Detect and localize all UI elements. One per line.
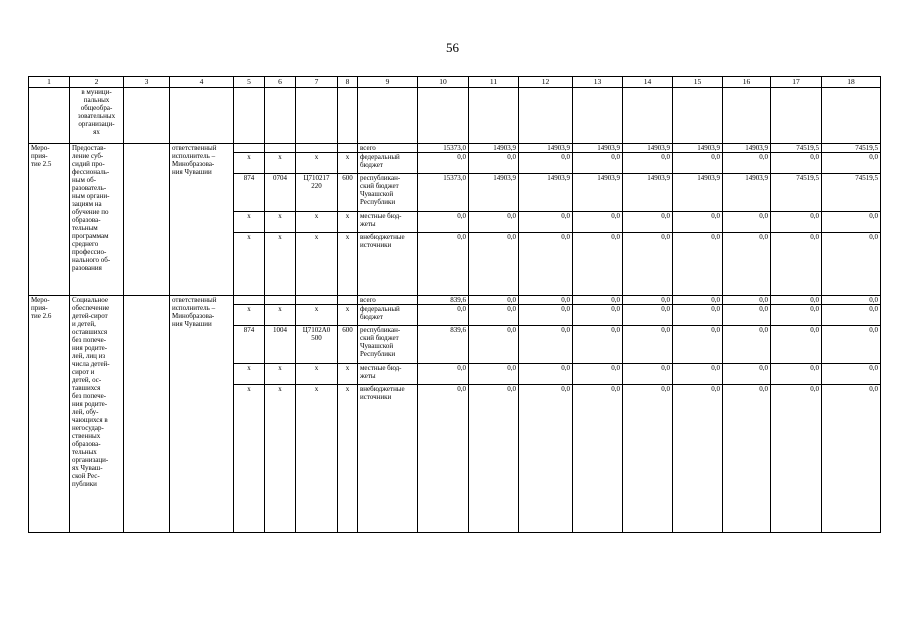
amount-cell: 0,0 — [573, 326, 623, 364]
amount-cell: 0,0 — [771, 212, 822, 233]
expense-type-code: 600 — [338, 174, 358, 212]
cell-empty — [124, 144, 170, 296]
expense-type-code: x — [338, 153, 358, 174]
amount-cell: 14903,9 — [519, 144, 573, 153]
cell-empty — [124, 296, 170, 533]
section-code: x — [265, 305, 296, 326]
amount-cell: 14903,9 — [673, 144, 723, 153]
section-code: x — [265, 233, 296, 296]
table-row — [29, 144, 881, 153]
amount-cell: 0,0 — [623, 212, 673, 233]
amount-cell: 0,0 — [418, 153, 469, 174]
amount-cell: 0,0 — [469, 212, 519, 233]
amount-cell: 0,0 — [771, 364, 822, 385]
admin-code: x — [234, 305, 265, 326]
target-article-code: Ц7102А0 500 — [296, 326, 338, 364]
amount-cell: 0,0 — [771, 153, 822, 174]
cell-empty — [573, 88, 623, 144]
section-code: x — [265, 385, 296, 533]
amount-cell: 0,0 — [418, 364, 469, 385]
table-row — [29, 296, 881, 305]
amount-cell: 15373,0 — [418, 144, 469, 153]
amount-cell: 0,0 — [723, 326, 771, 364]
amount-cell: 0,0 — [623, 326, 673, 364]
continuation-text: в муници- пальных общеобра- зовательных организаци- ях — [70, 88, 124, 144]
amount-cell: 0,0 — [723, 233, 771, 296]
amount-cell: 0,0 — [623, 305, 673, 326]
amount-cell: 0,0 — [573, 153, 623, 174]
column-header: 7 — [296, 77, 338, 88]
amount-cell: 0,0 — [469, 364, 519, 385]
column-header: 8 — [338, 77, 358, 88]
cell-empty — [234, 88, 265, 144]
cell-empty — [358, 88, 418, 144]
amount-cell: 0,0 — [519, 385, 573, 533]
amount-cell: 14903,9 — [469, 174, 519, 212]
target-article-code: x — [296, 305, 338, 326]
page-number: 56 — [446, 40, 459, 55]
funding-source: всего — [358, 296, 418, 305]
amount-cell: 0,0 — [573, 305, 623, 326]
amount-cell: 0,0 — [469, 385, 519, 533]
amount-cell: 839,6 — [418, 296, 469, 305]
cell-empty — [418, 88, 469, 144]
amount-cell: 0,0 — [723, 212, 771, 233]
amount-cell: 0,0 — [519, 326, 573, 364]
amount-cell: 0,0 — [673, 305, 723, 326]
cell-empty — [170, 88, 234, 144]
amount-cell: 0,0 — [723, 385, 771, 533]
section-code: x — [265, 153, 296, 174]
column-header: 3 — [124, 77, 170, 88]
column-header: 5 — [234, 77, 265, 88]
funding-source: местные бюд- жеты — [358, 364, 418, 385]
admin-code — [234, 144, 265, 153]
amount-cell: 0,0 — [822, 153, 881, 174]
amount-cell: 0,0 — [822, 305, 881, 326]
funding-source: местные бюд- жеты — [358, 212, 418, 233]
amount-cell: 0,0 — [673, 296, 723, 305]
cell-empty — [822, 88, 881, 144]
amount-cell: 0,0 — [673, 153, 723, 174]
funding-source: внебюджетные источники — [358, 385, 418, 533]
amount-cell: 14903,9 — [623, 144, 673, 153]
amount-cell: 0,0 — [573, 385, 623, 533]
section-code: 0704 — [265, 174, 296, 212]
amount-cell: 0,0 — [519, 233, 573, 296]
amount-cell: 14903,9 — [723, 174, 771, 212]
amount-cell: 14903,9 — [469, 144, 519, 153]
amount-cell: 0,0 — [723, 153, 771, 174]
cell-empty — [723, 88, 771, 144]
target-article-code: x — [296, 385, 338, 533]
column-header: 2 — [70, 77, 124, 88]
expense-type-code: x — [338, 385, 358, 533]
amount-cell: 14903,9 — [519, 174, 573, 212]
measure-name: Предостав- ление суб- сидий про- фессиональ- ным об- разователь- ным органи- зациям на обучение по образова- тельным программам среднего профессио- нального об- разования — [70, 144, 124, 296]
section-code: x — [265, 212, 296, 233]
amount-cell: 0,0 — [469, 296, 519, 305]
target-article-code: x — [296, 153, 338, 174]
admin-code: 874 — [234, 174, 265, 212]
amount-cell: 14903,9 — [673, 174, 723, 212]
funding-source: федеральный бюджет — [358, 153, 418, 174]
amount-cell: 0,0 — [723, 296, 771, 305]
funding-source: всего — [358, 144, 418, 153]
target-article-code: x — [296, 212, 338, 233]
admin-code: x — [234, 233, 265, 296]
target-article-code: Ц710217 220 — [296, 174, 338, 212]
amount-cell: 14903,9 — [573, 144, 623, 153]
funding-source: федеральный бюджет — [358, 305, 418, 326]
measure-id: Меро- прия- тие 2.6 — [29, 296, 70, 533]
amount-cell: 14903,9 — [623, 174, 673, 212]
amount-cell: 0,0 — [771, 326, 822, 364]
amount-cell: 0,0 — [822, 233, 881, 296]
column-header: 12 — [519, 77, 573, 88]
expense-type-code: x — [338, 364, 358, 385]
amount-cell: 0,0 — [519, 305, 573, 326]
amount-cell: 0,0 — [673, 326, 723, 364]
amount-cell: 0,0 — [573, 296, 623, 305]
expense-type-code — [338, 144, 358, 153]
amount-cell: 0,0 — [673, 364, 723, 385]
cell-empty — [296, 88, 338, 144]
admin-code: 874 — [234, 326, 265, 364]
admin-code: x — [234, 364, 265, 385]
amount-cell: 0,0 — [519, 364, 573, 385]
cell-empty — [673, 88, 723, 144]
cell-empty — [469, 88, 519, 144]
cell-empty — [29, 88, 70, 144]
amount-cell: 0,0 — [418, 385, 469, 533]
amount-cell: 0,0 — [418, 233, 469, 296]
measure-id: Меро- прия- тие 2.5 — [29, 144, 70, 296]
column-header: 1 — [29, 77, 70, 88]
amount-cell: 0,0 — [573, 212, 623, 233]
amount-cell: 0,0 — [623, 153, 673, 174]
column-header: 10 — [418, 77, 469, 88]
amount-cell: 74519,5 — [771, 144, 822, 153]
financing-table — [28, 76, 881, 533]
measure-name: Социальное обеспечение детей-сирот и детей, оставшихся без попече- ния родите- лей, лиц из числа детей- сирот и детей, ос- тавшихся без попече- ния родите- лей, обу- чающихся в негосудар- ственных образова- тельных организаци- ях Чуваш- ской Рес- публики — [70, 296, 124, 533]
admin-code — [234, 296, 265, 305]
column-header: 17 — [771, 77, 822, 88]
column-header: 4 — [170, 77, 234, 88]
column-header: 15 — [673, 77, 723, 88]
expense-type-code: x — [338, 212, 358, 233]
section-code: 1004 — [265, 326, 296, 364]
funding-source: внебюджетные источники — [358, 233, 418, 296]
amount-cell: 0,0 — [623, 233, 673, 296]
amount-cell: 0,0 — [822, 326, 881, 364]
amount-cell: 0,0 — [673, 233, 723, 296]
amount-cell: 0,0 — [771, 296, 822, 305]
column-header: 18 — [822, 77, 881, 88]
amount-cell: 0,0 — [469, 305, 519, 326]
amount-cell: 0,0 — [418, 305, 469, 326]
target-article-code — [296, 144, 338, 153]
amount-cell: 839,6 — [418, 326, 469, 364]
amount-cell: 0,0 — [469, 233, 519, 296]
column-header: 9 — [358, 77, 418, 88]
amount-cell: 14903,9 — [573, 174, 623, 212]
column-header: 14 — [623, 77, 673, 88]
funding-source: республикан- ский бюджет Чувашской Республики — [358, 326, 418, 364]
section-code — [265, 296, 296, 305]
funding-source: республикан- ский бюджет Чувашской Республики — [358, 174, 418, 212]
amount-cell: 0,0 — [573, 233, 623, 296]
target-article-code: x — [296, 233, 338, 296]
amount-cell: 0,0 — [822, 212, 881, 233]
expense-type-code: x — [338, 233, 358, 296]
cell-empty — [124, 88, 170, 144]
amount-cell: 0,0 — [623, 364, 673, 385]
column-header: 11 — [469, 77, 519, 88]
amount-cell: 0,0 — [673, 385, 723, 533]
amount-cell: 0,0 — [469, 153, 519, 174]
admin-code: x — [234, 212, 265, 233]
cell-empty — [265, 88, 296, 144]
column-header: 6 — [265, 77, 296, 88]
cell-empty — [771, 88, 822, 144]
section-code — [265, 144, 296, 153]
amount-cell: 0,0 — [519, 153, 573, 174]
continuation-row — [29, 88, 881, 144]
amount-cell: 0,0 — [771, 305, 822, 326]
cell-empty — [338, 88, 358, 144]
amount-cell: 0,0 — [723, 364, 771, 385]
target-article-code: x — [296, 364, 338, 385]
amount-cell: 15373,0 — [418, 174, 469, 212]
amount-cell: 74519,5 — [771, 174, 822, 212]
column-header: 16 — [723, 77, 771, 88]
amount-cell: 74519,5 — [822, 144, 881, 153]
amount-cell: 0,0 — [519, 296, 573, 305]
amount-cell: 0,0 — [822, 364, 881, 385]
admin-code: x — [234, 153, 265, 174]
expense-type-code — [338, 296, 358, 305]
expense-type-code: 600 — [338, 326, 358, 364]
admin-code: x — [234, 385, 265, 533]
amount-cell: 0,0 — [519, 212, 573, 233]
amount-cell: 0,0 — [771, 385, 822, 533]
section-code: x — [265, 364, 296, 385]
cell-empty — [623, 88, 673, 144]
amount-cell: 74519,5 — [822, 174, 881, 212]
table-body — [29, 77, 881, 533]
amount-cell: 0,0 — [623, 296, 673, 305]
amount-cell: 0,0 — [469, 326, 519, 364]
expense-type-code: x — [338, 305, 358, 326]
amount-cell: 14903,9 — [723, 144, 771, 153]
column-header: 13 — [573, 77, 623, 88]
amount-cell: 0,0 — [723, 305, 771, 326]
amount-cell: 0,0 — [418, 212, 469, 233]
amount-cell: 0,0 — [822, 385, 881, 533]
amount-cell: 0,0 — [623, 385, 673, 533]
amount-cell: 0,0 — [673, 212, 723, 233]
amount-cell: 0,0 — [822, 296, 881, 305]
amount-cell: 0,0 — [771, 233, 822, 296]
responsible-executor: ответственный исполнитель – Минобразова- ния Чувашии — [170, 144, 234, 296]
cell-empty — [519, 88, 573, 144]
responsible-executor: ответственный исполнитель – Минобразова- ния Чувашии — [170, 296, 234, 533]
header-row — [29, 77, 881, 88]
amount-cell: 0,0 — [573, 364, 623, 385]
target-article-code — [296, 296, 338, 305]
